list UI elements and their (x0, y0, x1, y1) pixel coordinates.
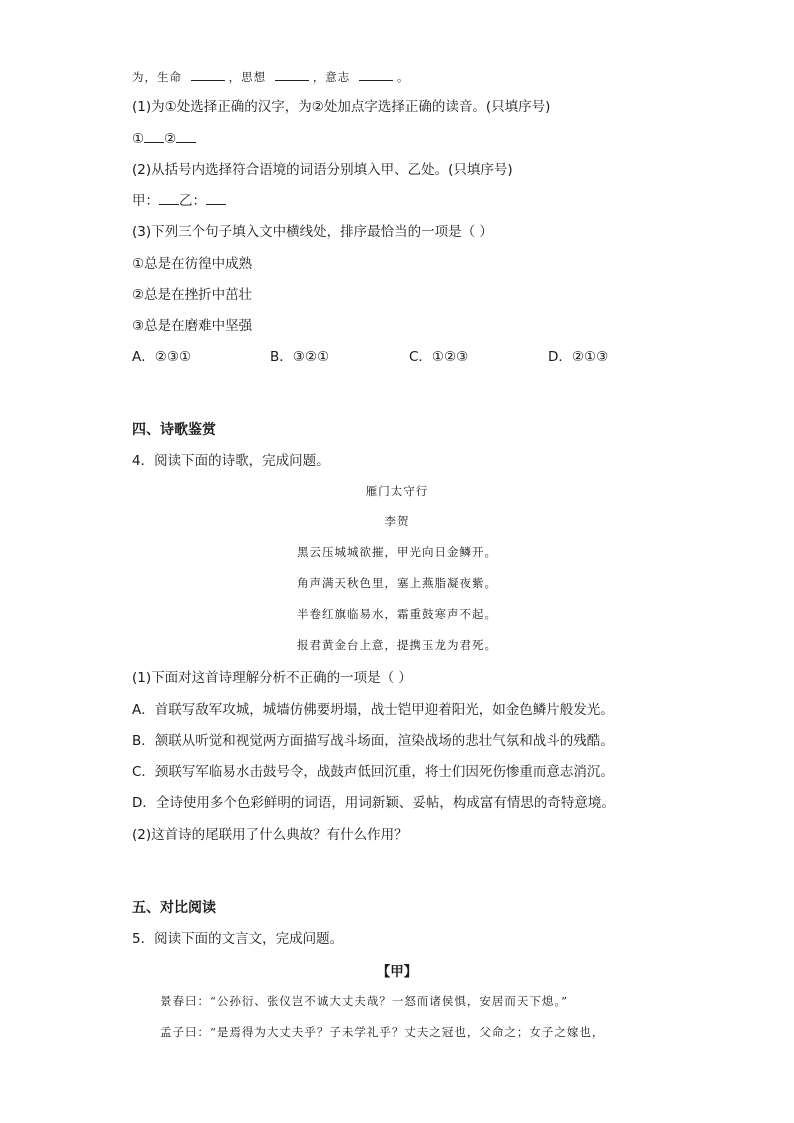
q3-sub2: (2)从括号内选择符合语境的词语分别填入甲、乙处。(只填序号) (132, 162, 513, 178)
answer-label-yi: 乙： (179, 193, 206, 209)
option-c[interactable]: C．颈联写军临易水击鼓号令，战鼓声低回沉重，将士们因死伤惨重而意志消沉。 (132, 764, 614, 780)
choice-d[interactable]: D．②①③ (548, 349, 609, 365)
section5-title: 五、对比阅读 (132, 900, 216, 916)
answer-blank[interactable] (275, 67, 309, 81)
q3-sub1: (1)为①处选择正确的汉字，为②处加点字选择正确的读音。(只填序号) (132, 99, 551, 115)
part-label-jia: 【甲】 (376, 964, 418, 980)
poem-line: 角声满天秋色里，塞上燕脂凝夜紫。 (297, 576, 497, 590)
answer-blank[interactable] (144, 129, 164, 143)
q3-intro-text-2: ，思想 (228, 70, 267, 84)
answer-blank[interactable] (191, 67, 225, 81)
choice-a[interactable]: A．②③① (132, 349, 192, 365)
sentence-option: ②总是在挫折中茁壮 (132, 287, 253, 303)
section4-title: 四、诗歌鉴赏 (132, 422, 216, 438)
q3-intro-text-1: 为，生命 (132, 70, 182, 84)
q3-sub3: (3)下列三个句子填入文中横线处，排序最恰当的一项是（ ） (132, 224, 493, 240)
sentence-option: ①总是在彷徨中成熟 (132, 256, 253, 272)
q3-intro-text-3: ，意志 (312, 70, 351, 84)
choice-b[interactable]: B．③②① (270, 349, 330, 365)
answer-blank[interactable] (206, 191, 226, 205)
poem-line: 报君黄金台上意，提携玉龙为君死。 (297, 638, 497, 652)
poem-title: 雁门太守行 (365, 484, 429, 498)
answer-label-2: ② (164, 131, 177, 147)
answer-blank[interactable] (359, 67, 393, 81)
sentence-option: ③总是在磨难中坚强 (132, 318, 253, 334)
answer-blank[interactable] (159, 191, 179, 205)
q3-intro-line (132, 67, 409, 87)
answer-label-1: ① (132, 131, 145, 147)
answer-blank[interactable] (176, 129, 196, 143)
classical-text-line: 景春曰：“公孙衍、张仪岂不诚大丈夫哉？一怒而诸侯惧，安居而天下熄。” (160, 994, 569, 1008)
q3-sub1-answer (132, 129, 196, 149)
option-a[interactable]: A．首联写敌军攻城，城墙仿佛要坍塌，战士铠甲迎着阳光，如金色鳞片般发光。 (132, 702, 614, 718)
section5-question: 5．阅读下面的文言文，完成问题。 (132, 931, 344, 947)
poem-line: 半卷红旗临易水，霜重鼓寒声不起。 (297, 607, 497, 621)
section4-sub2: (2)这首诗的尾联用了什么典故？有什么作用？ (132, 827, 408, 843)
section4-question: 4．阅读下面的诗歌，完成问题。 (132, 453, 330, 469)
answer-label-jia: 甲： (132, 193, 159, 209)
poem-line: 黑云压城城欲摧，甲光向日金鳞开。 (297, 545, 497, 559)
q3-intro-text-4: 。 (396, 70, 410, 84)
option-d[interactable]: D．全诗使用多个色彩鲜明的词语，用词新颖、妥帖，构成富有情思的奇特意境。 (132, 795, 615, 811)
option-b[interactable]: B．颔联从听觉和视觉两方面描写战斗场面，渲染战场的悲壮气氛和战斗的残酷。 (132, 733, 614, 749)
section4-sub1: (1)下面对这首诗理解分析不正确的一项是（ ） (132, 670, 412, 686)
choice-c[interactable]: C．①②③ (409, 349, 469, 365)
poem-author: 李贺 (384, 514, 410, 528)
q3-sub2-answer (132, 191, 226, 211)
classical-text-line: 孟子曰：“是焉得为大丈夫乎？子未学礼乎？丈夫之冠也，父命之；女子之嫁也， (160, 1025, 605, 1039)
